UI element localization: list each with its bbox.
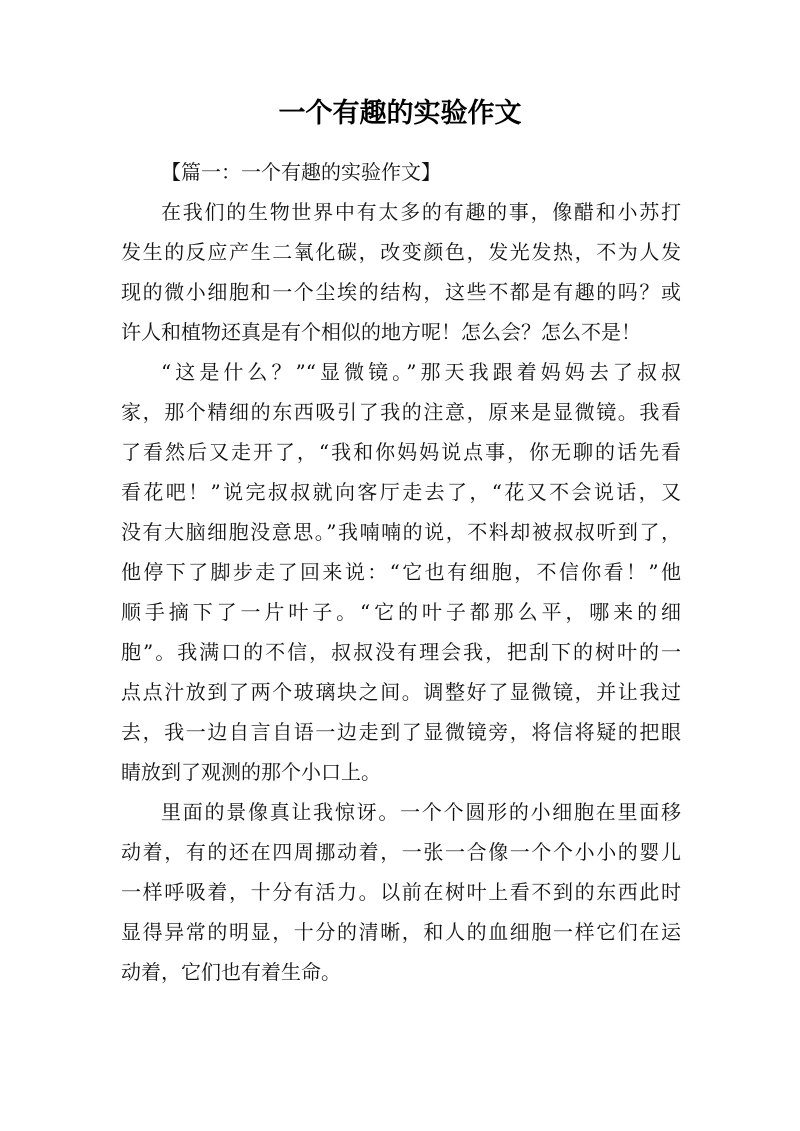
paragraph-2 [121,352,681,792]
paragraph-line: 在我们的生物世界中有太多的有趣的事，像醋和小苏打 [161,200,681,224]
document-title: 一个有趣的实验作文 [278,98,522,129]
paragraph-line: 一样呼吸着，十分有活力。以前在树叶上看不到的东西此时 [121,880,681,904]
paragraph-line: 看花吧！”说完叔叔就向客厅走去了，“花又不会说话，又 [121,480,681,504]
paragraph-line: “这是什么？”“显微镜。”那天我跟着妈妈去了叔叔 [161,360,681,384]
paragraph-line: 睛放到了观测的那个小口上。 [121,760,381,784]
paragraph-line: 动着，它们也有着生命。 [121,960,341,984]
paragraph-line: 发生的反应产生二氧化碳，改变颜色，发光发热，不为人发 [121,240,681,264]
paragraph-line: 现的微小细胞和一个尘埃的结构，这些不都是有趣的吗？或 [121,280,681,304]
paragraph-line: 里面的景像真让我惊讶。一个个圆形的小细胞在里面移 [161,800,681,824]
paragraph-line: 家，那个精细的东西吸引了我的注意，原来是显微镜。我看 [121,400,681,424]
paragraph-line: 胞”。我满口的不信，叔叔没有理会我，把刮下的树叶的一 [121,640,681,664]
paragraph-line: 去，我一边自言自语一边走到了显微镜旁，将信将疑的把眼 [121,720,681,744]
paragraph-1 [121,192,681,352]
document-body [121,152,681,992]
paragraph-line: 了看然后又走开了，“我和你妈妈说点事，你无聊的话先看 [121,440,681,464]
paragraph-line: 没有大脑细胞没意思。”我喃喃的说，不料却被叔叔听到了， [121,520,681,544]
paragraph-line: 显得异常的明显，十分的清晰，和人的血细胞一样它们在运 [121,920,681,944]
paragraph-line: 顺手摘下了一片叶子。“它的叶子都那么平，哪来的细 [121,600,681,624]
section-heading: 【篇一：一个有趣的实验作文】 [161,160,441,184]
paragraph-3 [121,792,681,992]
paragraph-line: 许人和植物还真是有个相似的地方呢！怎么会？怎么不是！ [121,320,641,344]
paragraph-line: 动着，有的还在四周挪动着，一张一合像一个个小小的婴儿 [121,840,681,864]
paragraph-line: 他停下了脚步走了回来说：“它也有细胞，不信你看！”他 [121,560,681,584]
paragraph-line: 点点汁放到了两个玻璃块之间。调整好了显微镜，并让我过 [121,680,681,704]
